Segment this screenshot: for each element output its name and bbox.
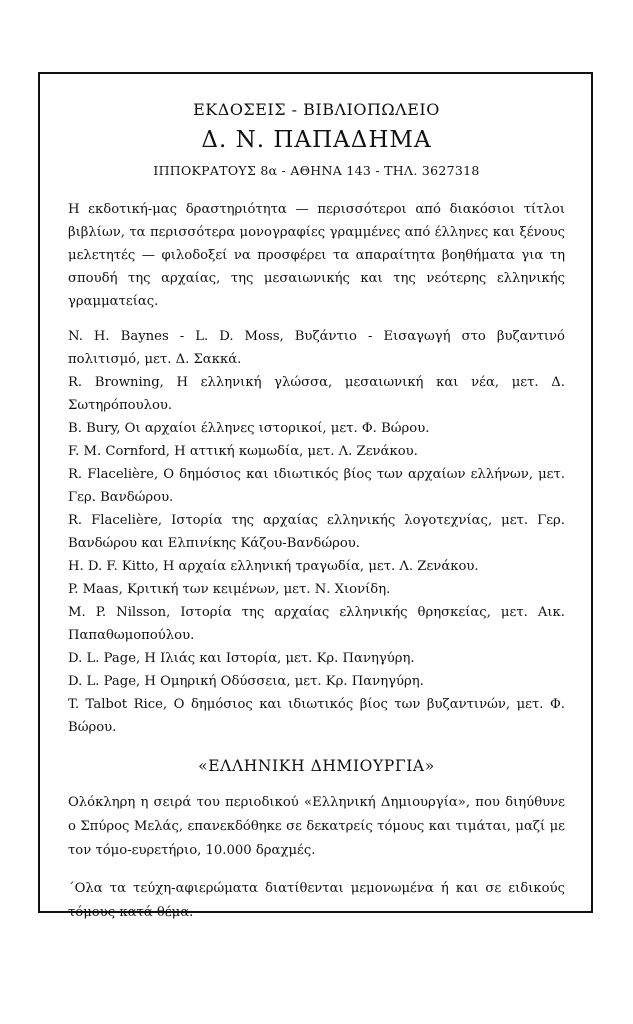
advertisement-content <box>68 100 565 925</box>
book-item: R. Flacelière, Ιστορία της αρχαίας ελληνικής λογοτεχνίας, μετ. Γερ. Βανδώρου και Ελπινίκης Κάζου-Βανδώρου. <box>68 513 565 551</box>
book-item: B. Bury, Οι αρχαίοι έλληνες ιστορικοί, μετ. Φ. Βώρου. <box>68 421 430 436</box>
book-item: M. P. Nilsson, Ιστορία της αρχαίας ελληνικής θρησκείας, μετ. Αικ. Παπαθωμοπούλου. <box>68 605 565 643</box>
series-title: «ΕΛΛΗΝΙΚΗ ΔΗΜΙΟΥΡΓΙΑ» <box>198 757 435 775</box>
book-item: D. L. Page, Η Ομηρική Οδύσσεια, μετ. Κρ. Πανηγύρη. <box>68 674 424 689</box>
book-item: T. Talbot Rice, Ο δημόσιος και ιδιωτικός βίος των βυζαντινών, μετ. Φ. Βώρου. <box>68 697 565 735</box>
publisher-address: ΙΠΠΟΚΡΑΤΟΥΣ 8α - ΑΘΗΝΑ 143 - ΤΗΛ. 3627318 <box>153 163 480 178</box>
book-item: R. Flacelière, Ο δημόσιος και ιδιωτικός βίος των αρχαίων ελλήνων, μετ. Γερ. Βανδώρου. <box>68 467 565 505</box>
book-item: F. M. Cornford, Η αττική κωμωδία, μετ. Λ. Ζενάκου. <box>68 444 418 459</box>
advertisement-frame <box>38 72 593 920</box>
book-item: R. Browning, Η ελληνική γλώσσα, μεσαιωνική και νέα, μετ. Δ. Σωτηρόπουλου. <box>68 375 565 413</box>
intro-paragraph: Η εκδοτική-μας δραστηριότητα — περισσότεροι από διακόσιοι τίτλοι βιβλίων, τα περισσότερα μονογραφίες γραμμένες από έλληνες και ξένους μελετητές — φιλοδοξεί να προσφέρει τα απαραίτητα βοηθήματα για τη σπουδή της αρχαίας, της μεσαιωνικής και της νεότερης ελληνικής γραμματείας. <box>68 202 565 309</box>
publisher-name: Δ. Ν. ΠΑΠΑΔΗΜΑ <box>201 127 432 153</box>
book-item: H. D. F. Kitto, Η αρχαία ελληνική τραγωδία, μετ. Λ. Ζενάκου. <box>68 559 479 574</box>
publisher-heading: ΕΚΔΟΣΕΙΣ - ΒΙΒΛΙΟΠΩΛΕΙΟ <box>193 100 440 119</box>
book-list <box>68 325 565 739</box>
book-item: N. H. Baynes - L. D. Moss, Βυζάντιο - Εισαγωγή στο βυζαντινό πολιτισμό, μετ. Δ. Σακκά. <box>68 329 565 367</box>
book-item: D. L. Page, Η Ιλιάς και Ιστορία, μετ. Κρ. Πανηγύρη. <box>68 651 415 666</box>
book-item: P. Maas, Κριτική των κειμένων, μετ. Ν. Χιονίδη. <box>68 582 391 597</box>
series-description: Ολόκληρη η σειρά του περιοδικού «Ελληνική Δημιουργία», που διηύθυνε ο Σπύρος Μελάς, επανεκδόθηκε σε δεκατρείς τόμους και τιμάται, μαζί με τον τόμο-ευρετήριο, 10.000 δραχμές. <box>68 795 565 858</box>
series-note: ΄Ολα τα τεύχη-αφιερώματα διατίθενται μεμονωμένα ή και σε ειδικούς τόμους κατά θέμα. <box>68 881 565 920</box>
